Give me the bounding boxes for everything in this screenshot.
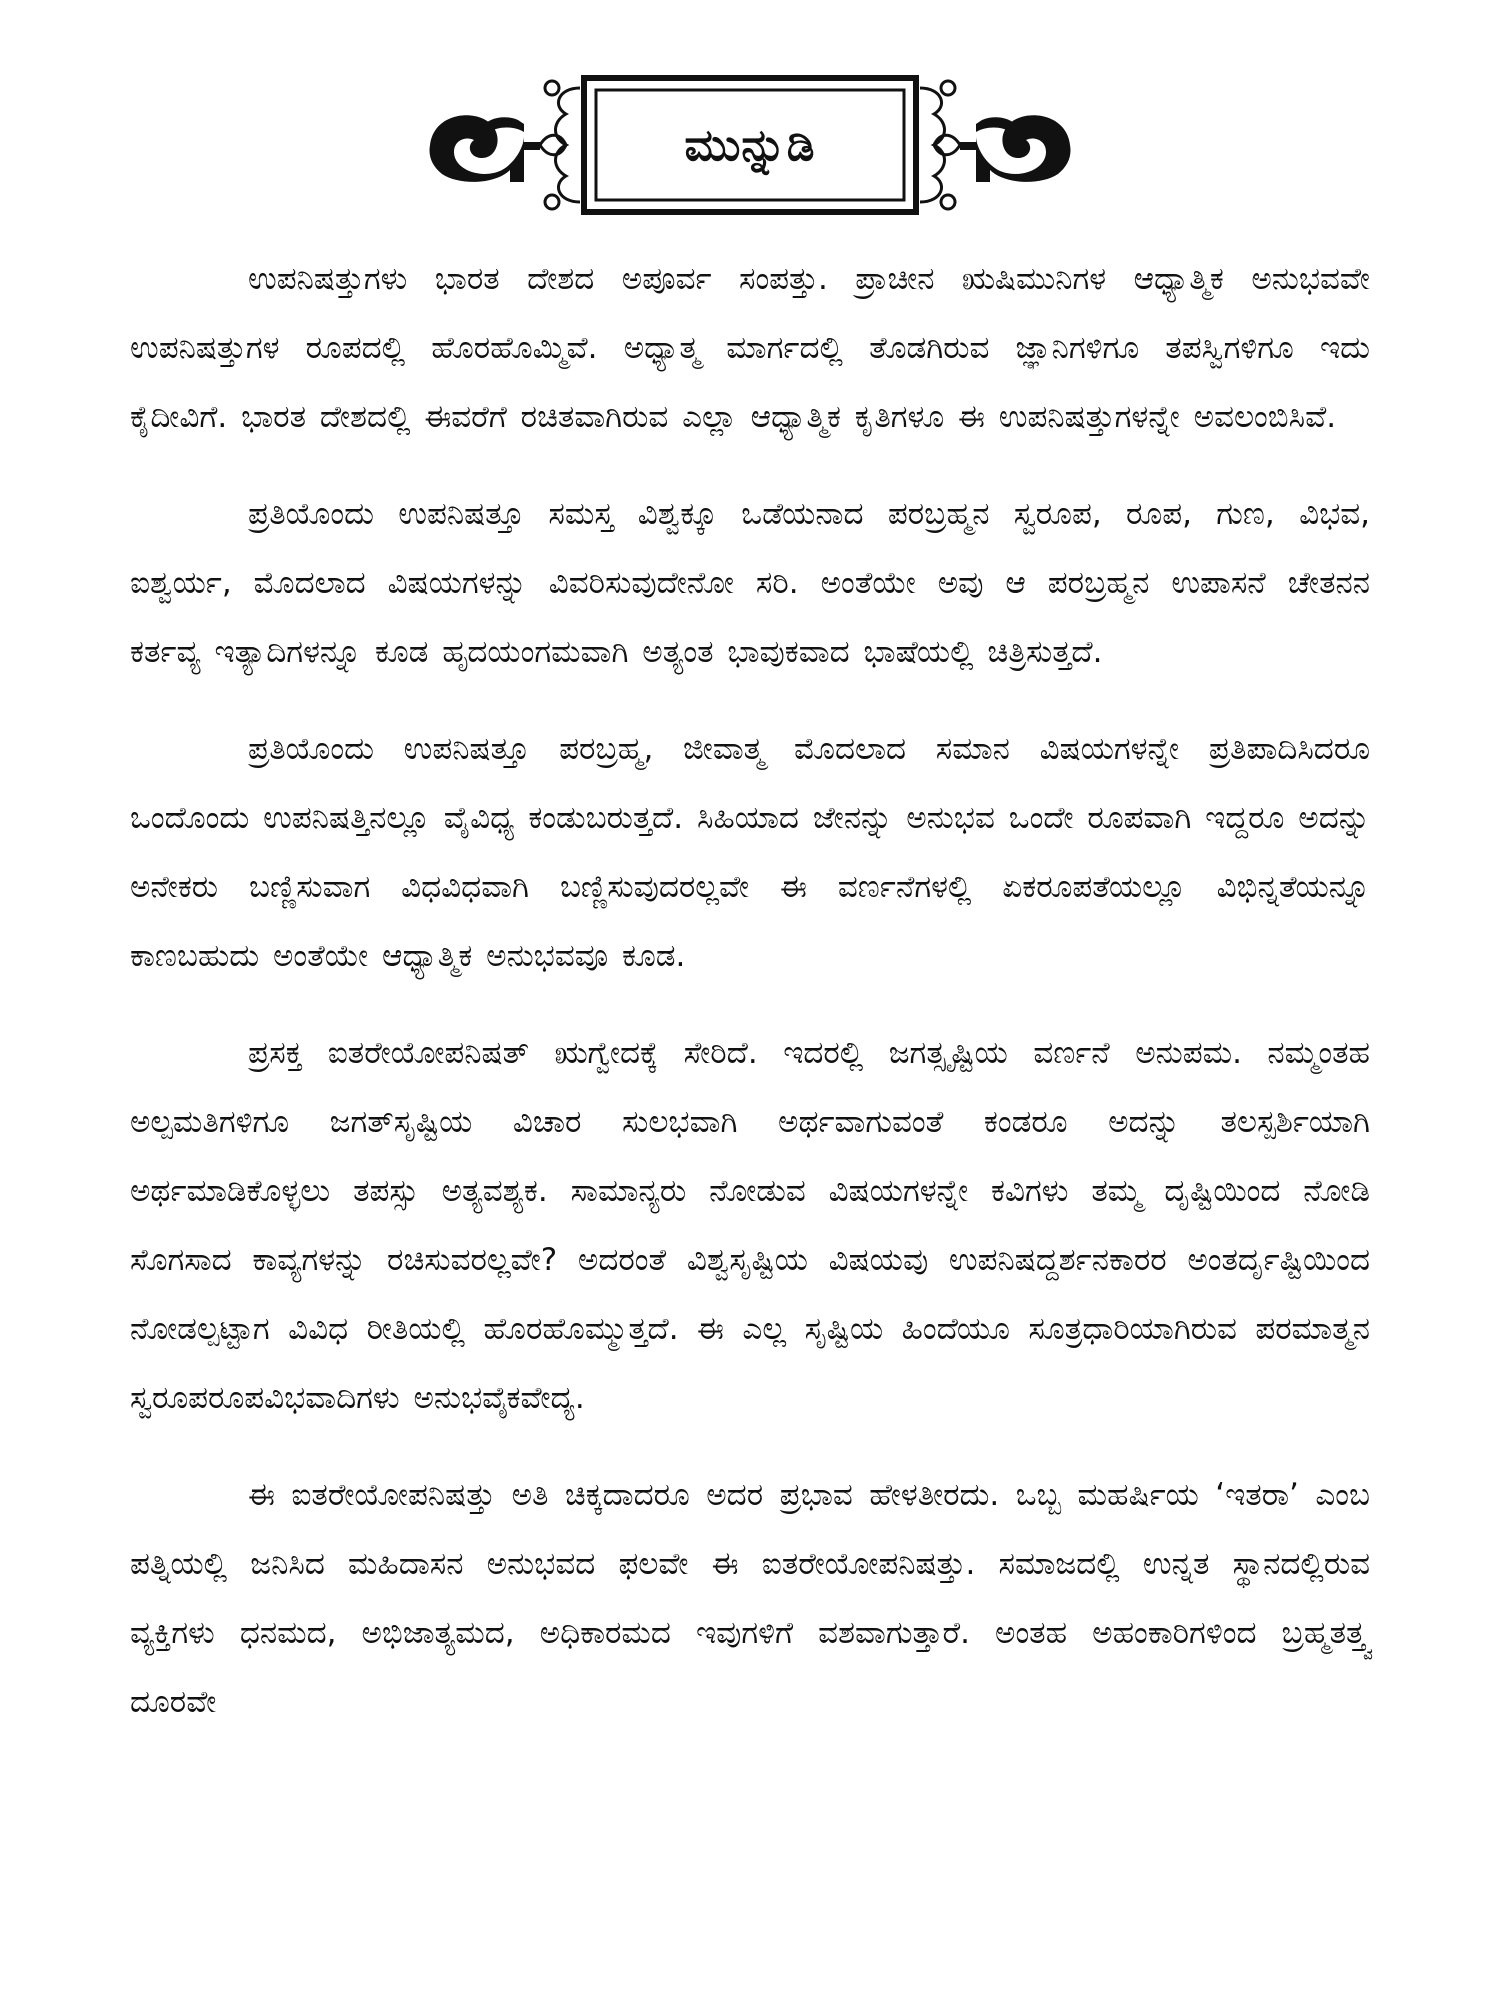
preface-body — [130, 245, 1370, 1765]
title-ornament — [420, 70, 1080, 220]
paragraph-2: ಪ್ರತಿಯೊಂದು ಉಪನಿಷತ್ತೂ ಸಮಸ್ತ ವಿಶ್ವಕ್ಕೂ ಒಡೆಯನಾದ ಪರಬ್ರಹ್ಮನ ಸ್ವರೂಪ, ರೂಪ, ಗುಣ, ವಿಭವ, ಐಶ್ವರ್ಯ, ಮೊದಲಾದ ವಿಷಯಗಳನ್ನು ವಿವರಿಸುವುದೇನೋ ಸರಿ. ಅಂತೆಯೇ ಅವು ಆ ಪರಬ್ರಹ್ಮನ ಉಪಾಸನೆ ಚೇತನನ ಕರ್ತವ್ಯ ಇತ್ಯಾದಿಗಳನ್ನೂ ಕೂಡ ಹೃದಯಂಗಮವಾಗಿ ಅತ್ಯಂತ ಭಾವುಕವಾದ ಭಾಷೆಯಲ್ಲಿ ಚಿತ್ರಿಸುತ್ತದೆ. — [130, 496, 1370, 670]
page-title: ಮುನ್ನುಡಿ — [684, 119, 816, 171]
paragraph-5: ಈ ಐತರೇಯೋಪನಿಷತ್ತು ಅತಿ ಚಿಕ್ಕದಾದರೂ ಅದರ ಪ್ರಭಾವ ಹೇಳತೀರದು. ಒಬ್ಬ ಮಹರ್ಷಿಯ ‘ಇತರಾ’ ಎಂಬ ಪತ್ನಿಯಲ್ಲಿ ಜನಿಸಿದ ಮಹಿದಾಸನ ಅನುಭವದ ಫಲವೇ ಈ ಐತರೇಯೋಪನಿಷತ್ತು. ಸಮಾಜದಲ್ಲಿ ಉನ್ನತ ಸ್ಥಾನದಲ್ಲಿರುವ ವ್ಯಕ್ತಿಗಳು ಧನಮದ, ಅಭಿಜಾತ್ಯಮದ, ಅಧಿಕಾರಮದ ಇವುಗಳಿಗೆ ವಶವಾಗುತ್ತಾರೆ. ಅಂತಹ ಅಹಂಕಾರಿಗಳಿಂದ ಬ್ರಹ್ಮತತ್ತ್ವ ದೂರವೇ — [130, 1477, 1370, 1720]
paragraph-3: ಪ್ರತಿಯೊಂದು ಉಪನಿಷತ್ತೂ ಪರಬ್ರಹ್ಮ, ಜೀವಾತ್ಮ ಮೊದಲಾದ ಸಮಾನ ವಿಷಯಗಳನ್ನೇ ಪ್ರತಿಪಾದಿಸಿದರೂ ಒಂದೊಂದು ಉಪನಿಷತ್ತಿನಲ್ಲೂ ವೈವಿಧ್ಯ ಕಂಡುಬರುತ್ತದೆ. ಸಿಹಿಯಾದ ಜೇನನ್ನು ಅನುಭವ ಒಂದೇ ರೂಪವಾಗಿ ಇದ್ದರೂ ಅದನ್ನು ಅನೇಕರು ಬಣ್ಣಿಸುವಾಗ ವಿಧವಿಧವಾಗಿ ಬಣ್ಣಿಸುವುದರಲ್ಲವೇ ಈ ವರ್ಣನೆಗಳಲ್ಲಿ ಏಕರೂಪತೆಯಲ್ಲೂ ವಿಭಿನ್ನತೆಯನ್ನೂ ಕಾಣಬಹುದು ಅಂತೆಯೇ ಆಧ್ಯಾತ್ಮಿಕ ಅನುಭವವೂ ಕೂಡ. — [130, 731, 1370, 974]
paragraph-4: ಪ್ರಸಕ್ತ ಐತರೇಯೋಪನಿಷತ್ ಋಗ್ವೇದಕ್ಕೆ ಸೇರಿದೆ. ಇದರಲ್ಲಿ ಜಗತ್ಸೃಷ್ಟಿಯ ವರ್ಣನೆ ಅನುಪಮ. ನಮ್ಮಂತಹ ಅಲ್ಪಮತಿಗಳಿಗೂ ಜಗತ್‌ಸೃಷ್ಟಿಯ ವಿಚಾರ ಸುಲಭವಾಗಿ ಅರ್ಥವಾಗುವಂತೆ ಕಂಡರೂ ಅದನ್ನು ತಲಸ್ಪರ್ಶಿಯಾಗಿ ಅರ್ಥಮಾಡಿಕೊಳ್ಳಲು ತಪಸ್ಸು ಅತ್ಯವಶ್ಯಕ. ಸಾಮಾನ್ಯರು ನೋಡುವ ವಿಷಯಗಳನ್ನೇ ಕವಿಗಳು ತಮ್ಮ ದೃಷ್ಟಿಯಿಂದ ನೋಡಿ ಸೊಗಸಾದ ಕಾವ್ಯಗಳನ್ನು ರಚಿಸುವರಲ್ಲವೇ? ಅದರಂತೆ ವಿಶ್ವಸೃಷ್ಟಿಯ ವಿಷಯವು ಉಪನಿಷದ್ದರ್ಶನಕಾರರ ಅಂತರ್ದೃಷ್ಟಿಯಿಂದ ನೋಡಲ್ಪಟ್ಟಾಗ ವಿವಿಧ ರೀತಿಯಲ್ಲಿ ಹೊರಹೊಮ್ಮುತ್ತದೆ. ಈ ಎಲ್ಲ ಸೃಷ್ಟಿಯ ಹಿಂದೆಯೂ ಸೂತ್ರಧಾರಿಯಾಗಿರುವ ಪರಮಾತ್ಮನ ಸ್ವರೂಪರೂಪವಿಭವಾದಿಗಳು ಅನುಭವೈಕವೇದ್ಯ. — [130, 1035, 1370, 1416]
paragraph-1: ಉಪನಿಷತ್ತುಗಳು ಭಾರತ ದೇಶದ ಅಪೂರ್ವ ಸಂಪತ್ತು. ಪ್ರಾಚೀನ ಋಷಿಮುನಿಗಳ ಆಧ್ಯಾತ್ಮಿಕ ಅನುಭವವೇ ಉಪನಿಷತ್ತುಗಳ ರೂಪದಲ್ಲಿ ಹೊರಹೊಮ್ಮಿವೆ. ಅಧ್ಯಾತ್ಮ ಮಾರ್ಗದಲ್ಲಿ ತೊಡಗಿರುವ ಜ್ಞಾನಿಗಳಿಗೂ ತಪಸ್ವಿಗಳಿಗೂ ಇದು ಕೈದೀವಿಗೆ. ಭಾರತ ದೇಶದಲ್ಲಿ ಈವರೆಗೆ ರಚಿತವಾಗಿರುವ ಎಲ್ಲಾ ಆಧ್ಯಾತ್ಮಿಕ ಕೃತಿಗಳೂ ಈ ಉಪನಿಷತ್ತುಗಳನ್ನೇ ಅವಲಂಬಿಸಿವೆ. — [130, 261, 1370, 435]
